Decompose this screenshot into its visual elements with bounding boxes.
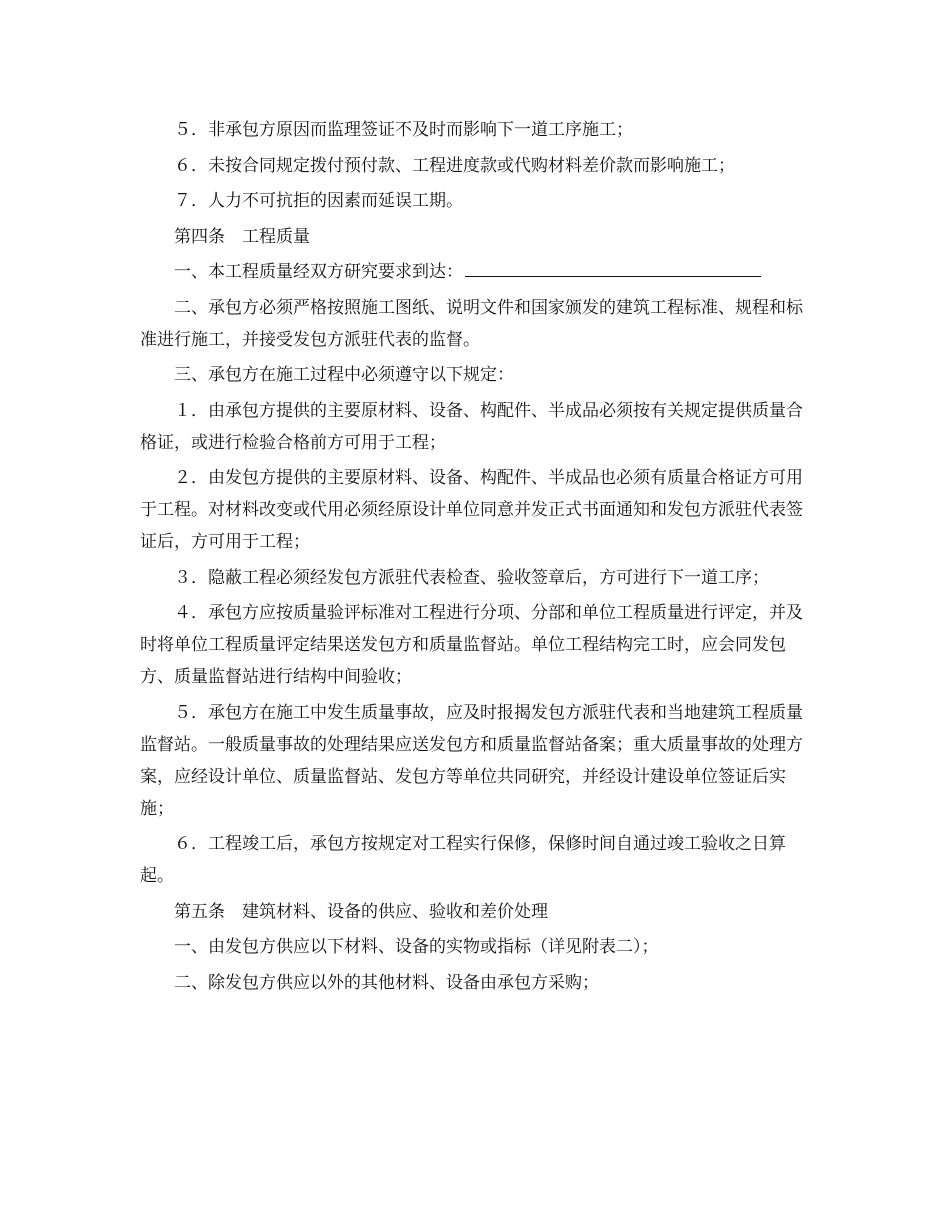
heading-article-4: 第四条 工程质量 — [174, 226, 310, 247]
heading-article-5: 第五条 建筑材料、设备的供应、验收和差价处理 — [174, 901, 548, 922]
paragraph-clause-3-item-5: ５．非承包方原因而监理签证不及时而影响下一道工序施工； — [174, 120, 633, 140]
paragraph-rule-6: ６．工程竣工后，承包方按规定对工程实行保修，保修时间自通过竣工验收之日算起。 — [140, 834, 786, 886]
paragraph-clause-3-item-7: ７．人力不可抗拒的因素而延误工期。 — [174, 191, 463, 211]
paragraph-rule-1: １．由承包方提供的主要原材料、设备、构配件、半成品必须按有关规定提供质量合格证，或进行检验合格前方可用于工程； — [140, 400, 803, 453]
quality-requirement-label: 一、本工程质量经双方研究要求到达： — [174, 262, 463, 282]
paragraph-clause-3-item-6: ６．未按合同规定拨付预付款、工程进度款或代购材料差价款而影响施工； — [174, 155, 735, 176]
paragraph-rule-3: ３．隐蔽工程必须经发包方派驻代表检查、验收签章后，方可进行下一道工序； — [174, 567, 769, 588]
paragraph-article-4-item-3: 三、承包方在施工过程中必须遵守以下规定： — [174, 365, 514, 385]
paragraph-article-4-item-2: 二、承包方必须严格按照施工图纸、说明文件和国家颁发的建筑工程标准、规程和标准进行施工，并接受发包方派驻代表的监督。 — [140, 297, 803, 350]
paragraph-quality-requirement — [140, 256, 812, 288]
paragraph-rule-5: ５．承包方在施工中发生质量事故，应及时报揭发包方派驻代表和当地建筑工程质量监督站。一般质量事故的处理结果应送发包方和质量监督站备案；重大质量事故的处理方案，应经设计单位、质量监督站、发包方等单位共同研究，并经设计建设单位签证后实施； — [140, 702, 803, 819]
paragraph-article-5-item-1: 一、由发包方供应以下材料、设备的实物或指标（详见附表二）； — [174, 937, 659, 957]
fill-in-blank-line — [465, 275, 761, 277]
paragraph-article-5-item-2: 二、除发包方供应以外的其他材料、设备由承包方采购； — [174, 972, 599, 993]
paragraph-rule-2: ２．由发包方提供的主要原材料、设备、构配件、半成品也必须有质量合格证方可用于工程。对材料改变或代用必须经原设计单位同意并发正式书面通知和发包方派驻代表签证后，方可用于工程； — [140, 468, 803, 552]
document-body — [140, 114, 812, 1002]
paragraph-rule-4: ４．承包方应按质量验评标准对工程进行分项、分部和单位工程质量进行评定，并及时将单位工程质量评定结果送发包方和质量监督站。单位工程结构完工时，应会同发包方、质量监督站进行结构中间验收； — [140, 603, 803, 687]
